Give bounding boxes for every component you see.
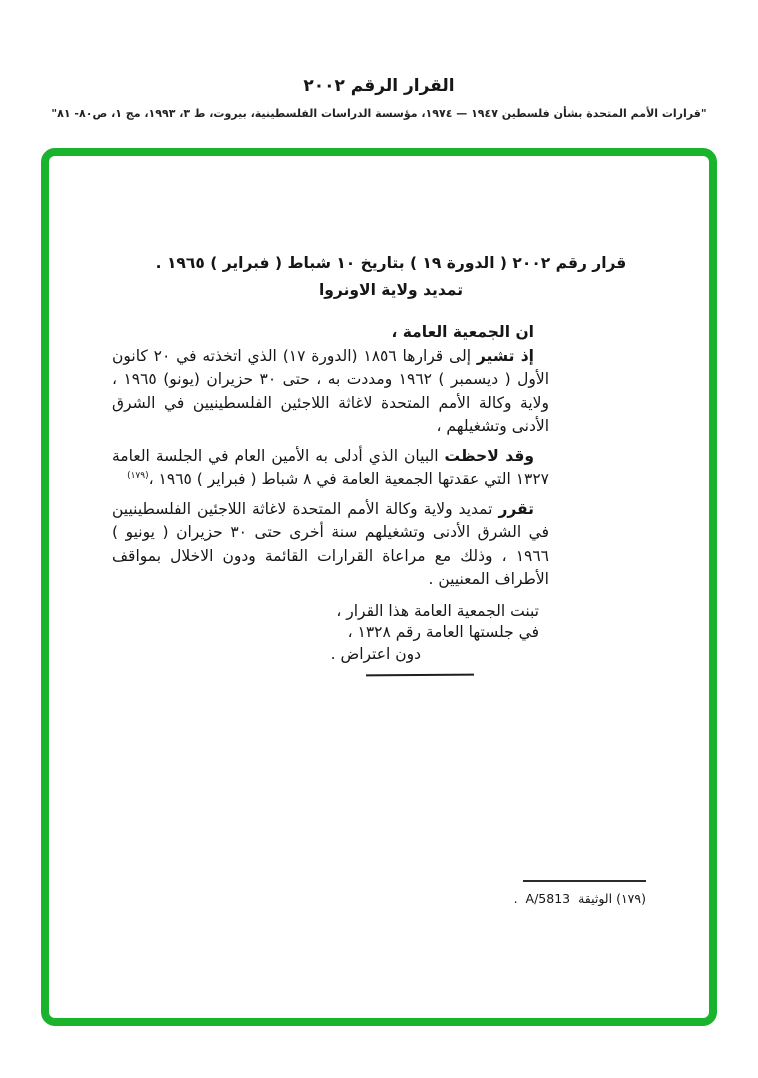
footnote-reference-marker: (١٧٩): [127, 471, 149, 481]
source-citation: "قرارات الأمم المتحدة بشأن فلسطين ١٩٤٧ — ١٩٧٤، مؤسسة الدراسات الفلسطينية، بيروت، ط ٣، ١٩٩٣، مج ١، ص٨٠- ٨١": [51, 107, 707, 120]
paragraph-preamble: [112, 321, 549, 345]
paragraph-text: البيان الذي أدلى به الأمين العام في الجلسة العامة ١٣٢٧ التي عقدتها الجمعية العامة في ٨ شباط ( فبراير ) ١٩٦٥ ،: [112, 446, 549, 488]
end-of-text-rule: [366, 674, 474, 677]
document-body: [49, 156, 709, 1018]
document-frame: [41, 148, 717, 1026]
paragraph-noting: [112, 445, 549, 492]
footnote-period: .: [513, 891, 518, 906]
adoption-line: في جلستها العامة رقم ١٣٢٨ ،: [347, 623, 539, 641]
footnote-document-number: A/5813: [525, 891, 571, 906]
paragraph-lead: إذ تشير: [476, 346, 534, 365]
resolution-heading-line1: قرار رقم ٢٠٠٢ ( الدورة ١٩ ) بتاريخ ١٠ شباط ( فبراير ) ١٩٦٥ .: [155, 254, 627, 272]
paragraph-lead: وقد لاحظت: [444, 446, 534, 465]
footnote-ref-label: (١٧٩) الوثيقة: [578, 891, 646, 906]
resolution-heading-line2: تمديد ولاية الاونروا: [318, 281, 464, 299]
footnote-text: [514, 890, 646, 908]
paragraph-recalling: [112, 345, 549, 439]
adoption-note: [112, 601, 549, 666]
page-title: القرار الرقم ٢٠٠٢: [303, 76, 455, 96]
paragraph-decides: [112, 498, 549, 592]
paragraph-lead: تقرر: [498, 499, 534, 518]
paragraph-text: إلى قرارها ١٨٥٦ (الدورة ١٧) الذي اتخذته في ٢٠ كانون الأول ( ديسمبر ) ١٩٦٢ ومددت به ، حتى ٣٠ حزيران (يونو) ١٩٦٥ ، ولاية وكالة الأمم المتحدة لاغاثة اللاجئين الفلسطينيين في الشرق الأدنى وتشغيلهم ،: [112, 346, 549, 435]
footnote-block: [514, 880, 646, 908]
adoption-line: دون اعتراض .: [330, 644, 421, 663]
paragraph-lead: ان الجمعية العامة ،: [391, 323, 534, 341]
footnote-separator-rule: [523, 880, 646, 882]
resolution-heading: [61, 250, 721, 304]
paragraph-text: تمديد ولاية وكالة الأمم المتحدة لاغاثة اللاجئين الفلسطينيين في الشرق الأدنى وتشغيلهم سنة أخرى حتى ٣٠ حزيران ( يونيو ) ١٩٦٦ ، وذلك مع مراعاة القرارات القائمة ودون الاخلال بمواقف الأطراف المعنيين .: [112, 499, 550, 588]
adoption-line: تبنت الجمعية العامة هذا القرار ،: [336, 601, 539, 620]
resolution-text-block: [112, 321, 549, 676]
